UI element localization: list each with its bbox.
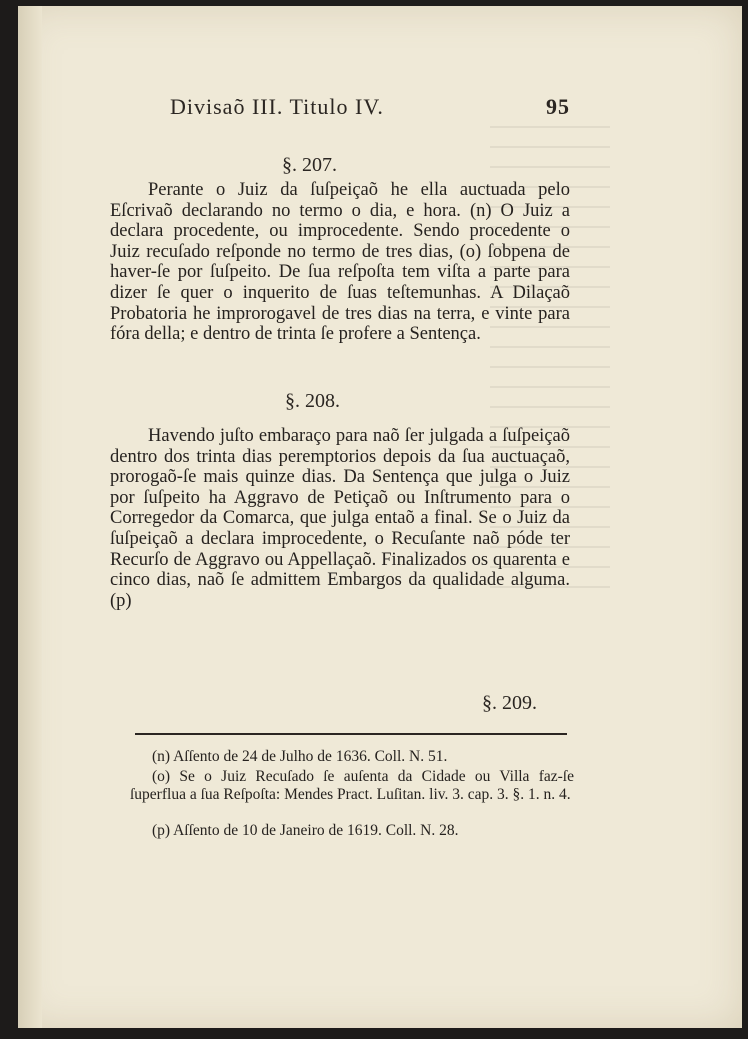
section-208-heading: §. 208. bbox=[285, 390, 340, 412]
footnote-rule bbox=[135, 733, 567, 735]
book-page bbox=[18, 6, 742, 1028]
section-208-text: Havendo juſto embaraço para naõ ſer julgada a ſuſpeiçaõ dentro dos trinta dias peremptorios depois da ſua auctuaçaõ, prorogaõ-ſe mais quinze dias. Da Sentença que julga o Juiz por ſuſpeito ha Aggravo de Petiçaõ ou Inſtrumento para o Corregedor da Comarca, que julga entaõ a final. Se o Juiz da ſuſpeiçaõ a declara improcedente, o Recuſante naõ póde ter Recurſo de Aggravo ou Appellaçaõ. Finalizados os quarenta e cinco dias, naõ ſe admittem Embargos da qualidade alguma. (p) bbox=[110, 426, 570, 611]
section-207-text: Perante o Juiz da ſuſpeiçaõ he ella auctuada pelo Eſcrivaõ declarando no termo o dia, e hora. (n) O Juiz a declara procedente, ou improcedente. Sendo procedente o Juiz recuſado reſponde no termo de tres dias, (o) ſobpena de haver-ſe por ſuſpeito. De ſua reſpoſta tem viſta a parte para dizer ſe quer o inquerito de ſuas teſtemunhas. A Dilaçaõ Probatoria he improrogavel de tres dias na terra, e vinte para fóra della; e dentro de trinta ſe profere a Sentença. bbox=[110, 180, 570, 345]
footnote-o: (o) Se o Juiz Recuſado ſe auſenta da Cidade ou Villa faz-ſe ſuperflua a ſua Reſpoſta: Mendes Pract. Luſitan. liv. 3. cap. 3. §. 1. n. 4. bbox=[130, 768, 574, 803]
footnote-n: (n) Aſſento de 24 de Julho de 1636. Coll. N. 51. bbox=[152, 748, 448, 765]
footnote-p: (p) Aſſento de 10 de Janeiro de 1619. Coll. N. 28. bbox=[152, 822, 459, 839]
section-209-heading: §. 209. bbox=[482, 692, 537, 714]
running-header bbox=[170, 94, 570, 120]
section-207-heading: §. 207. bbox=[282, 154, 337, 176]
header-title: Divisaõ III. Titulo IV. bbox=[170, 94, 384, 119]
page-number: 95 bbox=[546, 94, 570, 119]
page-gutter bbox=[20, 6, 42, 1028]
